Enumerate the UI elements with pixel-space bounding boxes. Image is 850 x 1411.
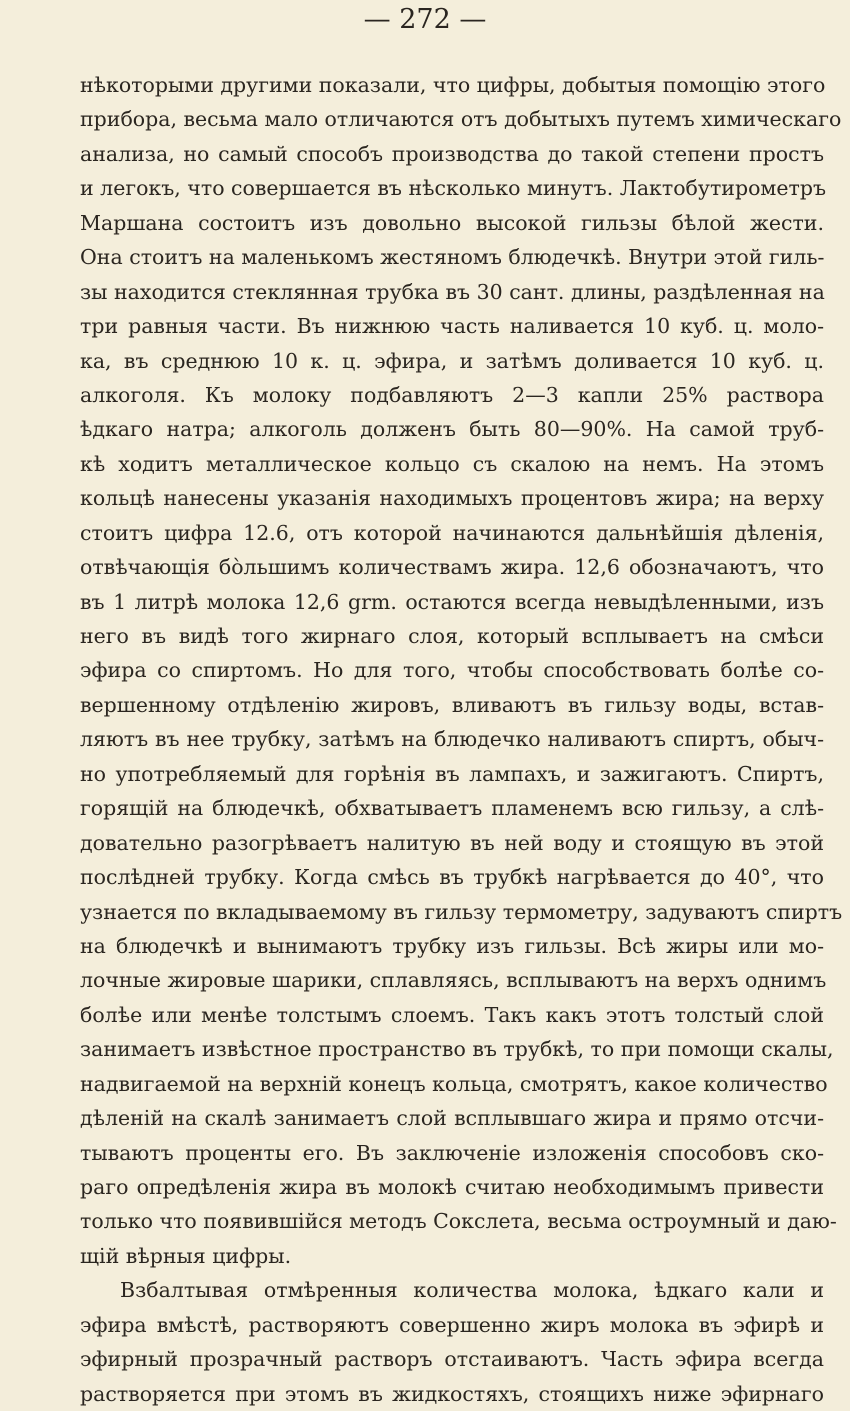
text-line: эфирный прозрачный растворъ отстаиваютъ. Часть эфира всегда [80, 1347, 824, 1372]
text-line: довательно разогрѣваетъ налитую въ ней воду и стоящую въ этой [80, 830, 824, 855]
text-line: дѣленій на скалѣ занимаетъ слой всплывшаго жира и прямо отсчи- [80, 1106, 824, 1131]
text-line: стоитъ цифра 12.6, отъ которой начинаются дальнѣйшія дѣленія, [80, 520, 824, 545]
text-line: въ 1 литрѣ молока 12,6 grm. остаются всегда невыдѣленными, изъ [80, 589, 824, 614]
paragraph-1 [80, 68, 843, 1273]
text-line: надвигаемой на верхній конецъ кольца, смотрятъ, какое количество [80, 1071, 828, 1096]
text-line: и легокъ, что совершается въ нѣсколько минутъ. Лактобутирометръ [80, 176, 827, 201]
text-line: тываютъ проценты его. Въ заключеніе изложенія способовъ ско- [80, 1140, 824, 1165]
text-line: эфира со спиртомъ. Но для того, чтобы способствовать болѣе со- [80, 658, 824, 683]
text-line: только что появившійся методъ Сокслета, весьма остроумный и даю- [80, 1209, 837, 1234]
text-line: отвѣчающія бо̀льшимъ количествамъ жира. 12,6 обозначаютъ, что [80, 555, 824, 580]
text-line: эфира вмѣстѣ, растворяютъ совершенно жиръ молока въ эфирѣ и [80, 1312, 824, 1337]
page-number: — 272 — [363, 4, 487, 35]
text-line: три равныя части. Въ нижнюю часть наливается 10 куб. ц. моло- [80, 314, 824, 339]
text-line: раго опредѣленія жира въ молокѣ считаю необходимымъ привести [80, 1175, 824, 1199]
text-line: горящій на блюдечкѣ, обхватываетъ пламенемъ всю гильзу, а слѣ- [80, 796, 824, 821]
text-line: него въ видѣ того жирнаго слоя, который всплываетъ на смѣси [80, 624, 824, 648]
text-line: ка, въ среднюю 10 к. ц. эфира, и затѣмъ доливается 10 куб. ц. [80, 348, 824, 373]
text-line: узнается по вкладываемому въ гильзу термометру, задуваютъ спиртъ [80, 899, 843, 924]
text-line: Она стоитъ на маленькомъ жестяномъ блюдечкѣ. Внутри этой гиль- [80, 245, 825, 270]
text-line: кольцѣ нанесены указанія находимыхъ процентовъ жира; на верху [80, 486, 824, 511]
body-text [80, 68, 843, 1411]
text-line: растворяется при этомъ въ жидкостяхъ, стоящихъ ниже эфирнаго [80, 1381, 824, 1406]
text-line: ляютъ въ нее трубку, затѣмъ на блюдечко наливаютъ спиртъ, обыч- [80, 727, 824, 752]
text-line: на блюдечкѣ и вынимаютъ трубку изъ гильзы. Всѣ жиры или мо- [80, 933, 824, 958]
text-line: ѣдкаго натра; алкоголь долженъ быть 80—90%. На самой труб- [80, 417, 824, 442]
text-line: зы находится стеклянная трубка въ 30 сант. длины, раздѣленная на [80, 279, 825, 304]
paragraph-2 [80, 1273, 824, 1411]
text-line: болѣе или менѣе толстымъ слоемъ. Такъ какъ этотъ толстый слой [80, 1002, 824, 1027]
text-line: прибора, весьма мало отличаются отъ добытыхъ путемъ химическаго [80, 107, 842, 132]
text-line: нѣкоторыми другими показали, что цифры, добытыя помощію этого [80, 73, 826, 97]
text-line: кѣ ходитъ металлическое кольцо съ скалою на немъ. На этомъ [80, 451, 824, 476]
text-line: алкоголя. Къ молоку подбавляютъ 2—3 капли 25% раствора [80, 382, 824, 407]
text-line: анализа, но самый способъ производства до такой степени простъ [80, 141, 824, 166]
text-line: Взбалтывая отмѣренныя количества молока, ѣдкаго кали и [120, 1278, 824, 1303]
text-line: щій вѣрныя цифры. [80, 1243, 292, 1268]
text-line: занимаетъ извѣстное пространство въ трубкѣ, то при помощи скалы, [80, 1037, 834, 1062]
text-line: Маршана состоитъ изъ довольно высокой гильзы бѣлой жести. [80, 210, 824, 235]
text-line: вершенному отдѣленію жировъ, вливаютъ въ гильзу воды, встав- [80, 692, 824, 717]
text-line: лочные жировые шарики, сплавляясь, всплываютъ на верхъ однимъ [80, 968, 827, 993]
text-line: но употребляемый для горѣнія въ лампахъ, и зажигаютъ. Спиртъ, [80, 761, 824, 786]
text-line: послѣдней трубку. Когда смѣсь въ трубкѣ нагрѣвается до 40°, что [80, 865, 824, 890]
